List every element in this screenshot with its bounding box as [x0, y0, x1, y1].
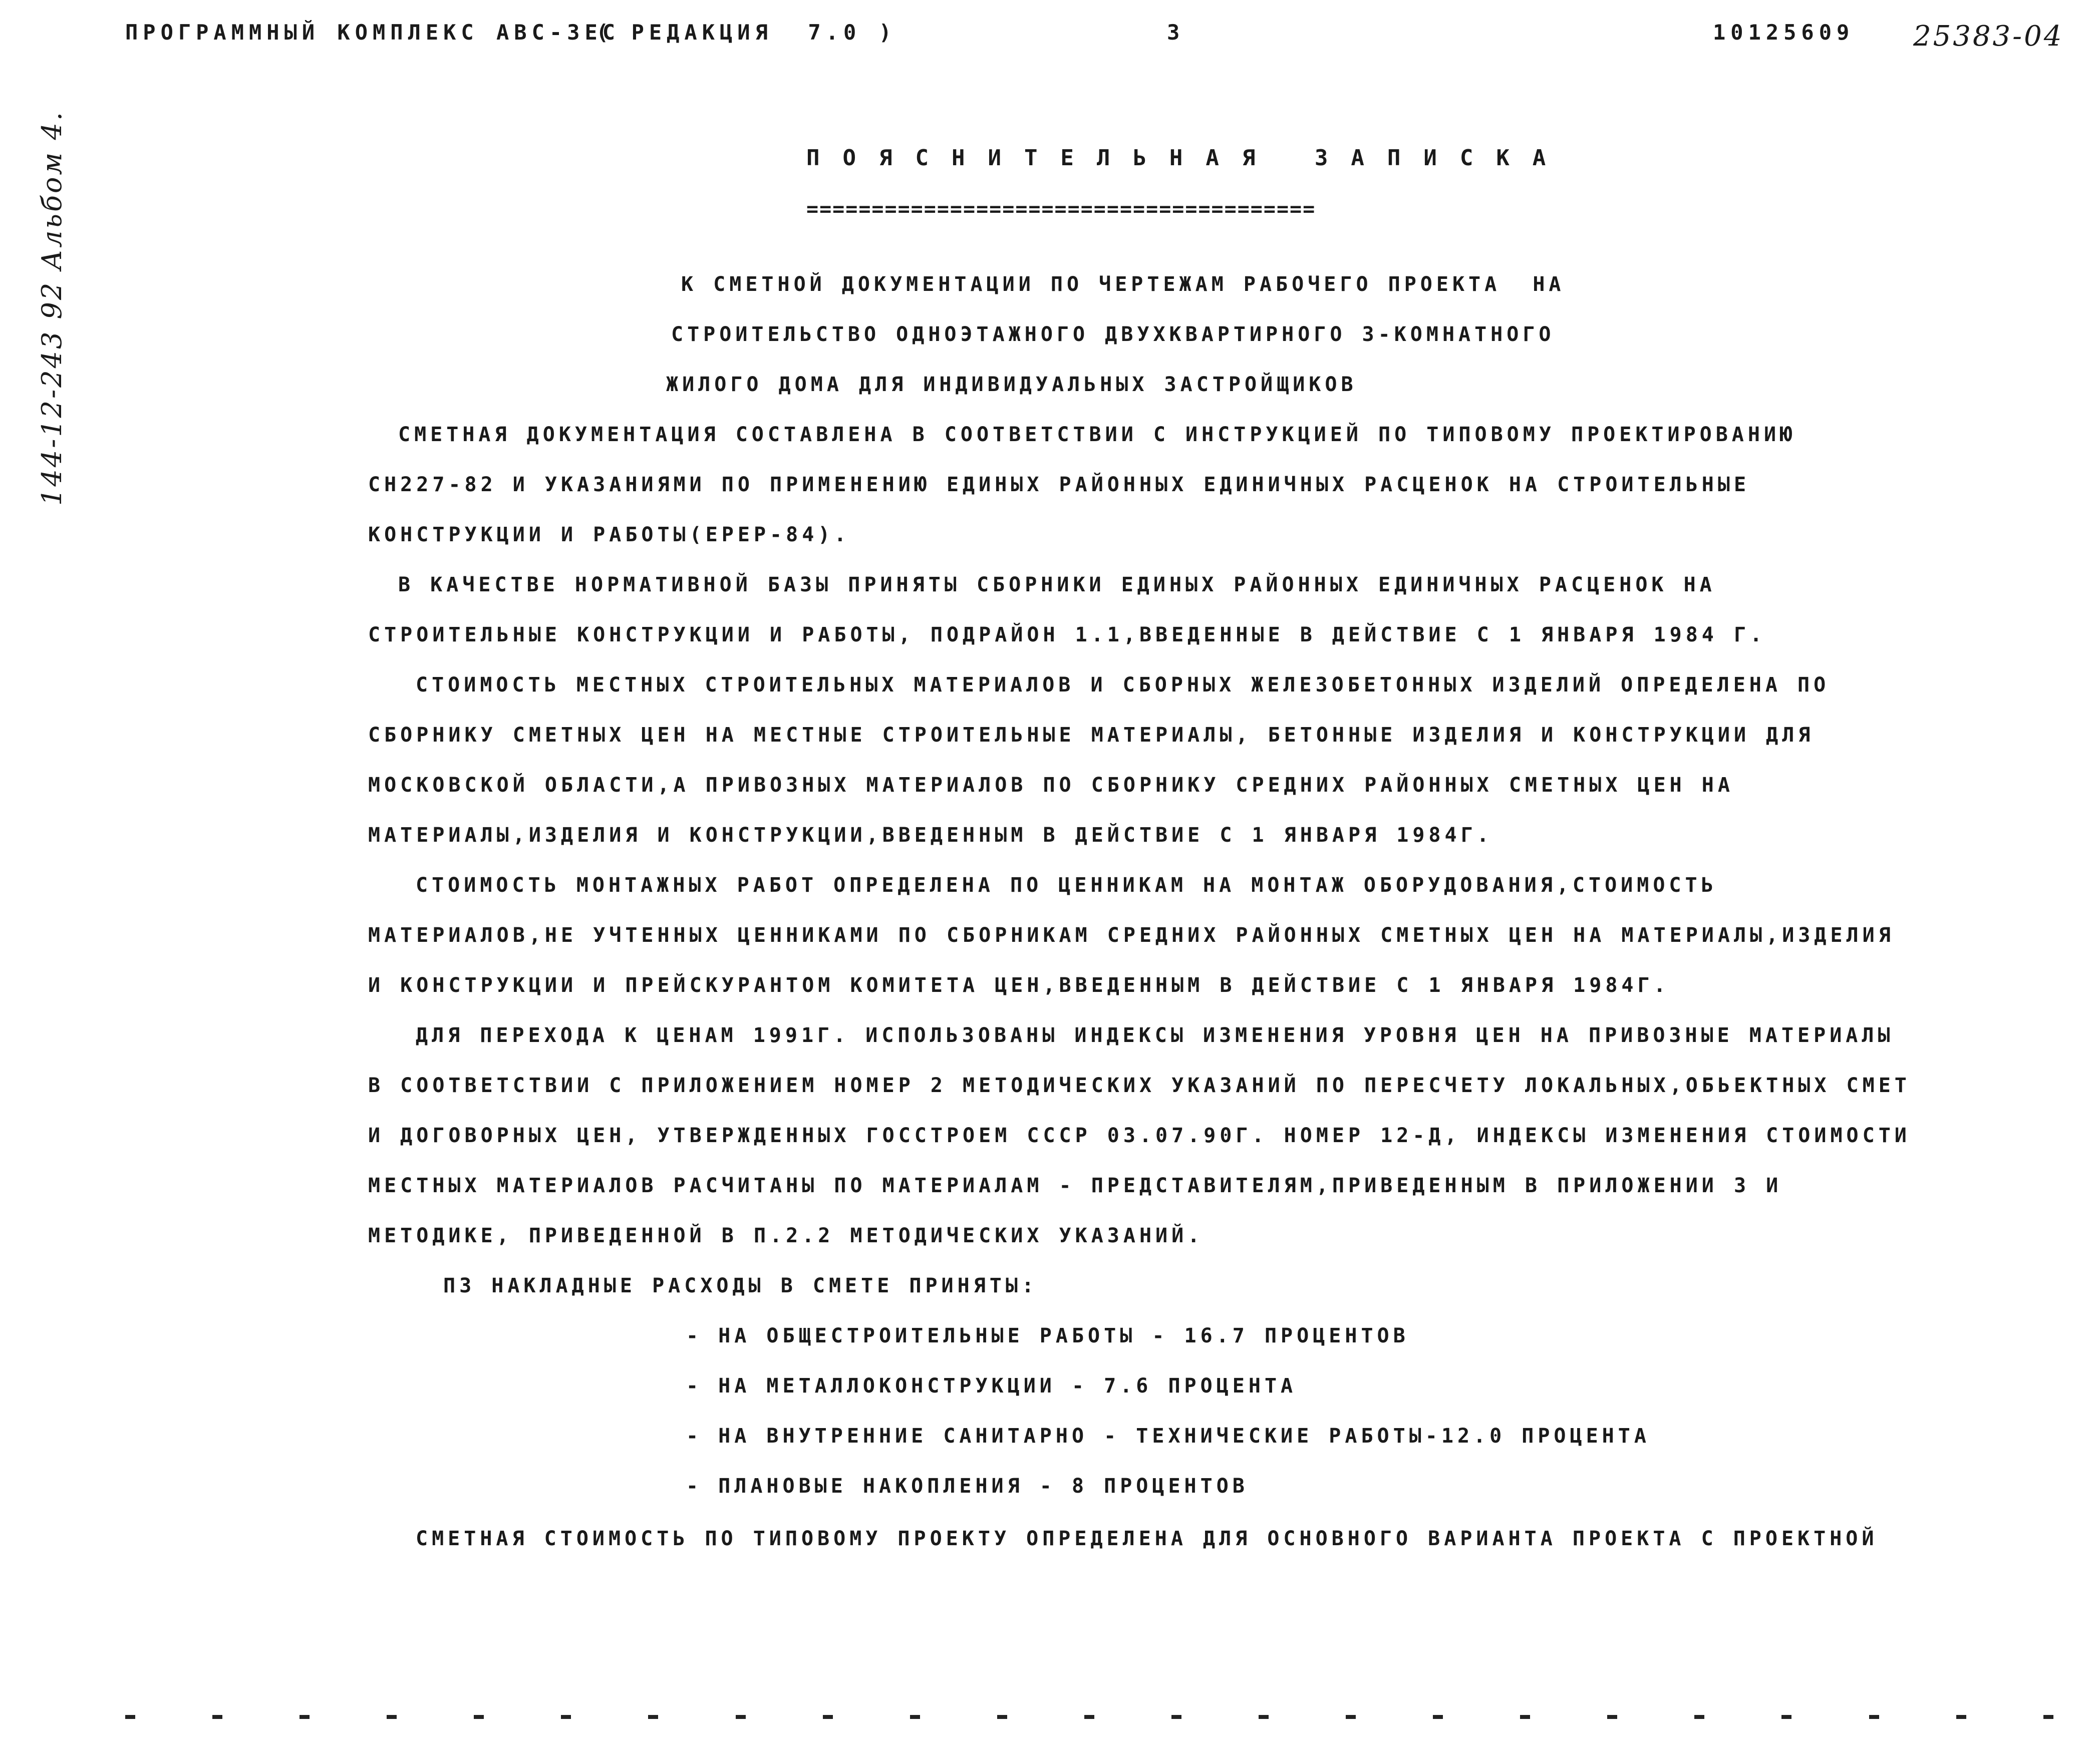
body-line: СТРОИТЕЛЬСТВО ОДНОЭТАЖНОГО ДВУХКВАРТИРНОГО 3-КОМНАТНОГО — [671, 323, 1555, 346]
body-line: ДЛЯ ПЕРЕХОДА К ЦЕНАМ 1991Г. ИСПОЛЬЗОВАНЫ ИНДЕКСЫ ИЗМЕНЕНИЯ УРОВНЯ ЦЕН НА ПРИВОЗНЫЕ МАТЕРИАЛЫ — [416, 1024, 1894, 1047]
list-item: - НА ВНУТРЕННИЕ САНИТАРНО - ТЕХНИЧЕСКИЕ РАБОТЫ-12.0 ПРОЦЕНТА — [686, 1425, 1650, 1448]
perforation-mark — [1259, 1715, 1269, 1719]
perforation-mark — [2043, 1715, 2053, 1719]
body-line: И ДОГОВОРНЫХ ЦЕН, УТВЕРЖДЕННЫХ ГОССТРОЕМ СССР 03.07.90Г. НОМЕР 12-Д, ИНДЕКСЫ ИЗМЕНЕНИЯ СТОИМОСТИ — [368, 1124, 1911, 1147]
perforation-mark — [1956, 1715, 1966, 1719]
perforation-mark — [997, 1715, 1007, 1719]
body-line: МОСКОВСКОЙ ОБЛАСТИ,А ПРИВОЗНЫХ МАТЕРИАЛОВ ПО СБОРНИКУ СРЕДНИХ РАЙОННЫХ СМЕТНЫХ ЦЕН НА — [368, 774, 1734, 797]
perforation-mark — [910, 1715, 920, 1719]
perforation-mark — [1781, 1715, 1791, 1719]
perforation-mark — [648, 1715, 658, 1719]
body-line: КОНСТРУКЦИИ И РАБОТЫ(ЕРЕР-84). — [368, 523, 850, 546]
body-line: СТОИМОСТЬ МОНТАЖНЫХ РАБОТ ОПРЕДЕЛЕНА ПО ЦЕННИКАМ НА МОНТАЖ ОБОРУДОВАНИЯ,СТОИМОСТЬ — [416, 874, 1717, 897]
body-line: МЕТОДИКЕ, ПРИВЕДЕННОЙ В П.2.2 МЕТОДИЧЕСКИХ УКАЗАНИЙ. — [368, 1224, 1204, 1247]
perforation-mark — [561, 1715, 571, 1719]
perforation-mark — [1171, 1715, 1181, 1719]
perforation-mark — [1084, 1715, 1094, 1719]
perforation-mark — [299, 1715, 310, 1719]
perforation-mark — [736, 1715, 746, 1719]
album-stamp: 144-12-243 92 Альбом 4. — [36, 110, 68, 506]
program-name: ПРОГРАММНЫЙ КОМПЛЕКС АВС-3ЕС — [125, 20, 621, 45]
perforation-mark — [1346, 1715, 1356, 1719]
body-line: СН227-82 И УКАЗАНИЯМИ ПО ПРИМЕНЕНИЮ ЕДИНЫХ РАЙОННЫХ ЕДИНИЧНЫХ РАСЦЕНОК НА СТРОИТЕЛЬНЫЕ — [368, 473, 1750, 496]
body-line: В КАЧЕСТВЕ НОРМАТИВНОЙ БАЗЫ ПРИНЯТЫ СБОРНИКИ ЕДИНЫХ РАЙОННЫХ ЕДИНИЧНЫХ РАСЦЕНОК НА — [398, 573, 1716, 596]
perforation-mark — [387, 1715, 397, 1719]
body-line: МЕСТНЫХ МАТЕРИАЛОВ РАСЧИТАНЫ ПО МАТЕРИАЛАМ - ПРЕДСТАВИТЕЛЯМ,ПРИВЕДЕННЫМ В ПРИЛОЖЕНИИ 3 И — [368, 1174, 1782, 1197]
body-line: СМЕТНАЯ СТОИМОСТЬ ПО ТИПОВОМУ ПРОЕКТУ ОПРЕДЕЛЕНА ДЛЯ ОСНОВНОГО ВАРИАНТА ПРОЕКТА С ПРОЕКТНОЙ — [416, 1527, 1878, 1550]
title-underline: ======================================= — [806, 198, 1316, 221]
perforation-mark — [1520, 1715, 1530, 1719]
body-line: СТОИМОСТЬ МЕСТНЫХ СТРОИТЕЛЬНЫХ МАТЕРИАЛОВ И СБОРНЫХ ЖЕЛЕЗОБЕТОННЫХ ИЗДЕЛИЙ ОПРЕДЕЛЕНА ПО — [416, 673, 1830, 696]
page-title: ПОЯСНИТЕЛЬНАЯ ЗАПИСКА — [806, 145, 1569, 171]
list-item: - ПЛАНОВЫЕ НАКОПЛЕНИЯ - 8 ПРОЦЕНТОВ — [686, 1475, 1249, 1498]
body-line: СМЕТНАЯ ДОКУМЕНТАЦИЯ СОСТАВЛЕНА В СООТВЕТСТВИИ С ИНСТРУКЦИЕЙ ПО ТИПОВОМУ ПРОЕКТИРОВАНИЮ — [398, 423, 1796, 446]
body-line: СБОРНИКУ СМЕТНЫХ ЦЕН НА МЕСТНЫЕ СТРОИТЕЛЬНЫЕ МАТЕРИАЛЫ, БЕТОННЫЕ ИЗДЕЛИЯ И КОНСТРУКЦИИ ДЛЯ — [368, 724, 1815, 747]
edition-label: ( РЕДАКЦИЯ 7.0 ) — [596, 20, 896, 45]
body-line: ЖИЛОГО ДОМА ДЛЯ ИНДИВИДУАЛЬНЫХ ЗАСТРОЙЩИКОВ — [666, 373, 1357, 396]
perforation-marks — [125, 1715, 2053, 1719]
body-line: МАТЕРИАЛЫ,ИЗДЕЛИЯ И КОНСТРУКЦИИ,ВВЕДЕННЫМ В ДЕЙСТВИЕ С 1 ЯНВАРЯ 1984Г. — [368, 824, 1493, 847]
list-item: - НА МЕТАЛЛОКОНСТРУКЦИИ - 7.6 ПРОЦЕНТА — [686, 1374, 1297, 1398]
body-line: В СООТВЕТСТВИИ С ПРИЛОЖЕНИЕМ НОМЕР 2 МЕТОДИЧЕСКИХ УКАЗАНИЙ ПО ПЕРЕСЧЕТУ ЛОКАЛЬНЫХ,ОБЬЕКТНЫХ СМЕТ — [368, 1074, 1911, 1097]
perforation-mark — [1694, 1715, 1704, 1719]
perforation-mark — [1433, 1715, 1443, 1719]
list-item: - НА ОБЩЕСТРОИТЕЛЬНЫЕ РАБОТЫ - 16.7 ПРОЦЕНТОВ — [686, 1324, 1409, 1347]
perforation-mark — [125, 1715, 135, 1719]
handwritten-doc-number: 25383-04 — [1913, 20, 2064, 53]
perforation-mark — [212, 1715, 222, 1719]
perforation-mark — [474, 1715, 484, 1719]
page-number: 3 — [1167, 20, 1185, 45]
perforation-mark — [1869, 1715, 1879, 1719]
document-code: 10125609 — [1713, 20, 1855, 45]
body-line: СТРОИТЕЛЬНЫЕ КОНСТРУКЦИИ И РАБОТЫ, ПОДРАЙОН 1.1,ВВЕДЕННЫЕ В ДЕЙСТВИЕ С 1 ЯНВАРЯ 1984 Г. — [368, 623, 1766, 646]
body-line: И КОНСТРУКЦИИ И ПРЕЙСКУРАНТОМ КОМИТЕТА ЦЕН,ВВЕДЕННЫМ В ДЕЙСТВИЕ С 1 ЯНВАРЯ 1984Г. — [368, 974, 1670, 997]
perforation-mark — [1607, 1715, 1617, 1719]
body-line: МАТЕРИАЛОВ,НЕ УЧТЕННЫХ ЦЕННИКАМИ ПО СБОРНИКАМ СРЕДНИХ РАЙОННЫХ СМЕТНЫХ ЦЕН НА МАТЕРИАЛЫ,ИЗДЕЛИЯ — [368, 924, 1895, 947]
body-line: ПЗ НАКЛАДНЫЕ РАСХОДЫ В СМЕТЕ ПРИНЯТЫ: — [443, 1274, 1038, 1297]
body-line: К СМЕТНОЙ ДОКУМЕНТАЦИИ ПО ЧЕРТЕЖАМ РАБОЧЕГО ПРОЕКТА НА — [681, 273, 1565, 296]
perforation-mark — [823, 1715, 833, 1719]
